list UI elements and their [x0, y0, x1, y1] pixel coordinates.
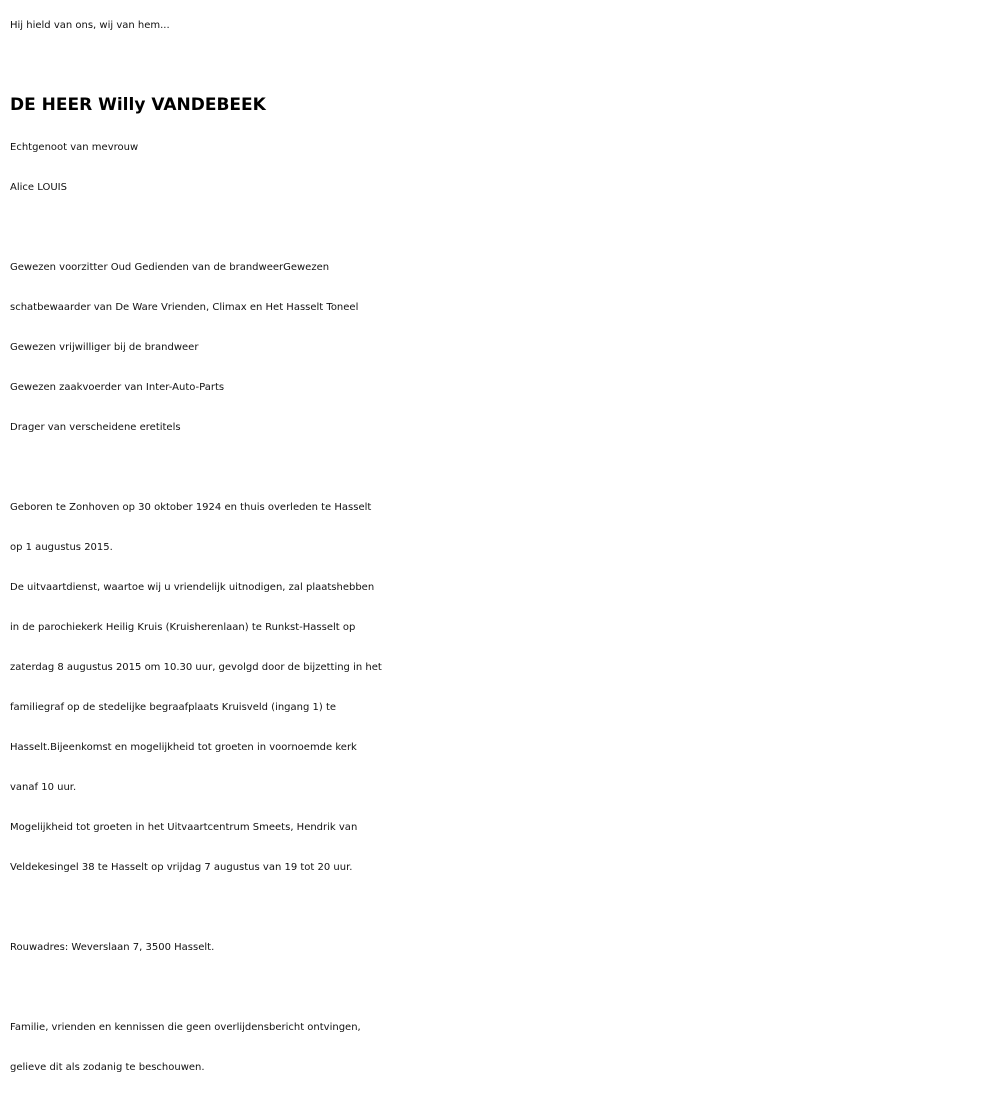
spouse-line: Echtgenoot van mevrouw [10, 142, 139, 153]
spacer [10, 448, 995, 488]
title-line: Gewezen zaakvoerder van Inter-Auto-Parts [10, 382, 225, 393]
spacer [10, 968, 995, 1008]
closing-line: gelieve dit als zodanig te beschouwen. [10, 1062, 205, 1073]
closing-line: Familie, vrienden en kennissen die geen overlijdensbericht ontvingen, [10, 1022, 361, 1033]
spouse-name: Alice LOUIS [10, 182, 67, 193]
titles-block [10, 248, 995, 448]
closing-block [10, 1008, 995, 1088]
mourning-address: Rouwadres: Weverslaan 7, 3500 Hasselt. [10, 942, 215, 953]
detail-line: in de parochiekerk Heilig Kruis (Kruisherenlaan) te Runkst-Hasselt op [10, 622, 356, 633]
deceased-name: DE HEER Willy VANDEBEEK [10, 95, 266, 115]
title-line: Gewezen vrijwilliger bij de brandweer [10, 342, 199, 353]
detail-line: Hasselt.Bijeenkomst en mogelijkheid tot groeten in voornoemde kerk [10, 742, 357, 753]
detail-line: De uitvaartdienst, waartoe wij u vriendelijk uitnodigen, zal plaatshebben [10, 582, 375, 593]
title-line: schatbewaarder van De Ware Vrienden, Climax en Het Hasselt Toneel [10, 302, 359, 313]
spouse-block [10, 128, 995, 208]
details-block [10, 488, 995, 888]
detail-line: Mogelijkheid tot groeten in het Uitvaartcentrum Smeets, Hendrik van [10, 822, 358, 833]
spacer [10, 208, 995, 248]
detail-line: op 1 augustus 2015. [10, 542, 113, 553]
detail-line: familiegraf op de stedelijke begraafplaats Kruisveld (ingang 1) te [10, 702, 337, 713]
spacer [10, 888, 995, 928]
detail-line: vanaf 10 uur. [10, 782, 77, 793]
title-line: Drager van verscheidene eretitels [10, 422, 181, 433]
intro-quote: Hij hield van ons, wij van hem... [10, 20, 170, 31]
detail-line: zaterdag 8 augustus 2015 om 10.30 uur, gevolgd door de bijzetting in het [10, 662, 382, 673]
death-notice [10, 8, 995, 1088]
detail-line: Veldekesingel 38 te Hasselt op vrijdag 7 augustus van 19 tot 20 uur. [10, 862, 353, 873]
detail-line: Geboren te Zonhoven op 30 oktober 1924 en thuis overleden te Hasselt [10, 502, 372, 513]
title-line: Gewezen voorzitter Oud Gedienden van de brandweerGewezen [10, 262, 330, 273]
